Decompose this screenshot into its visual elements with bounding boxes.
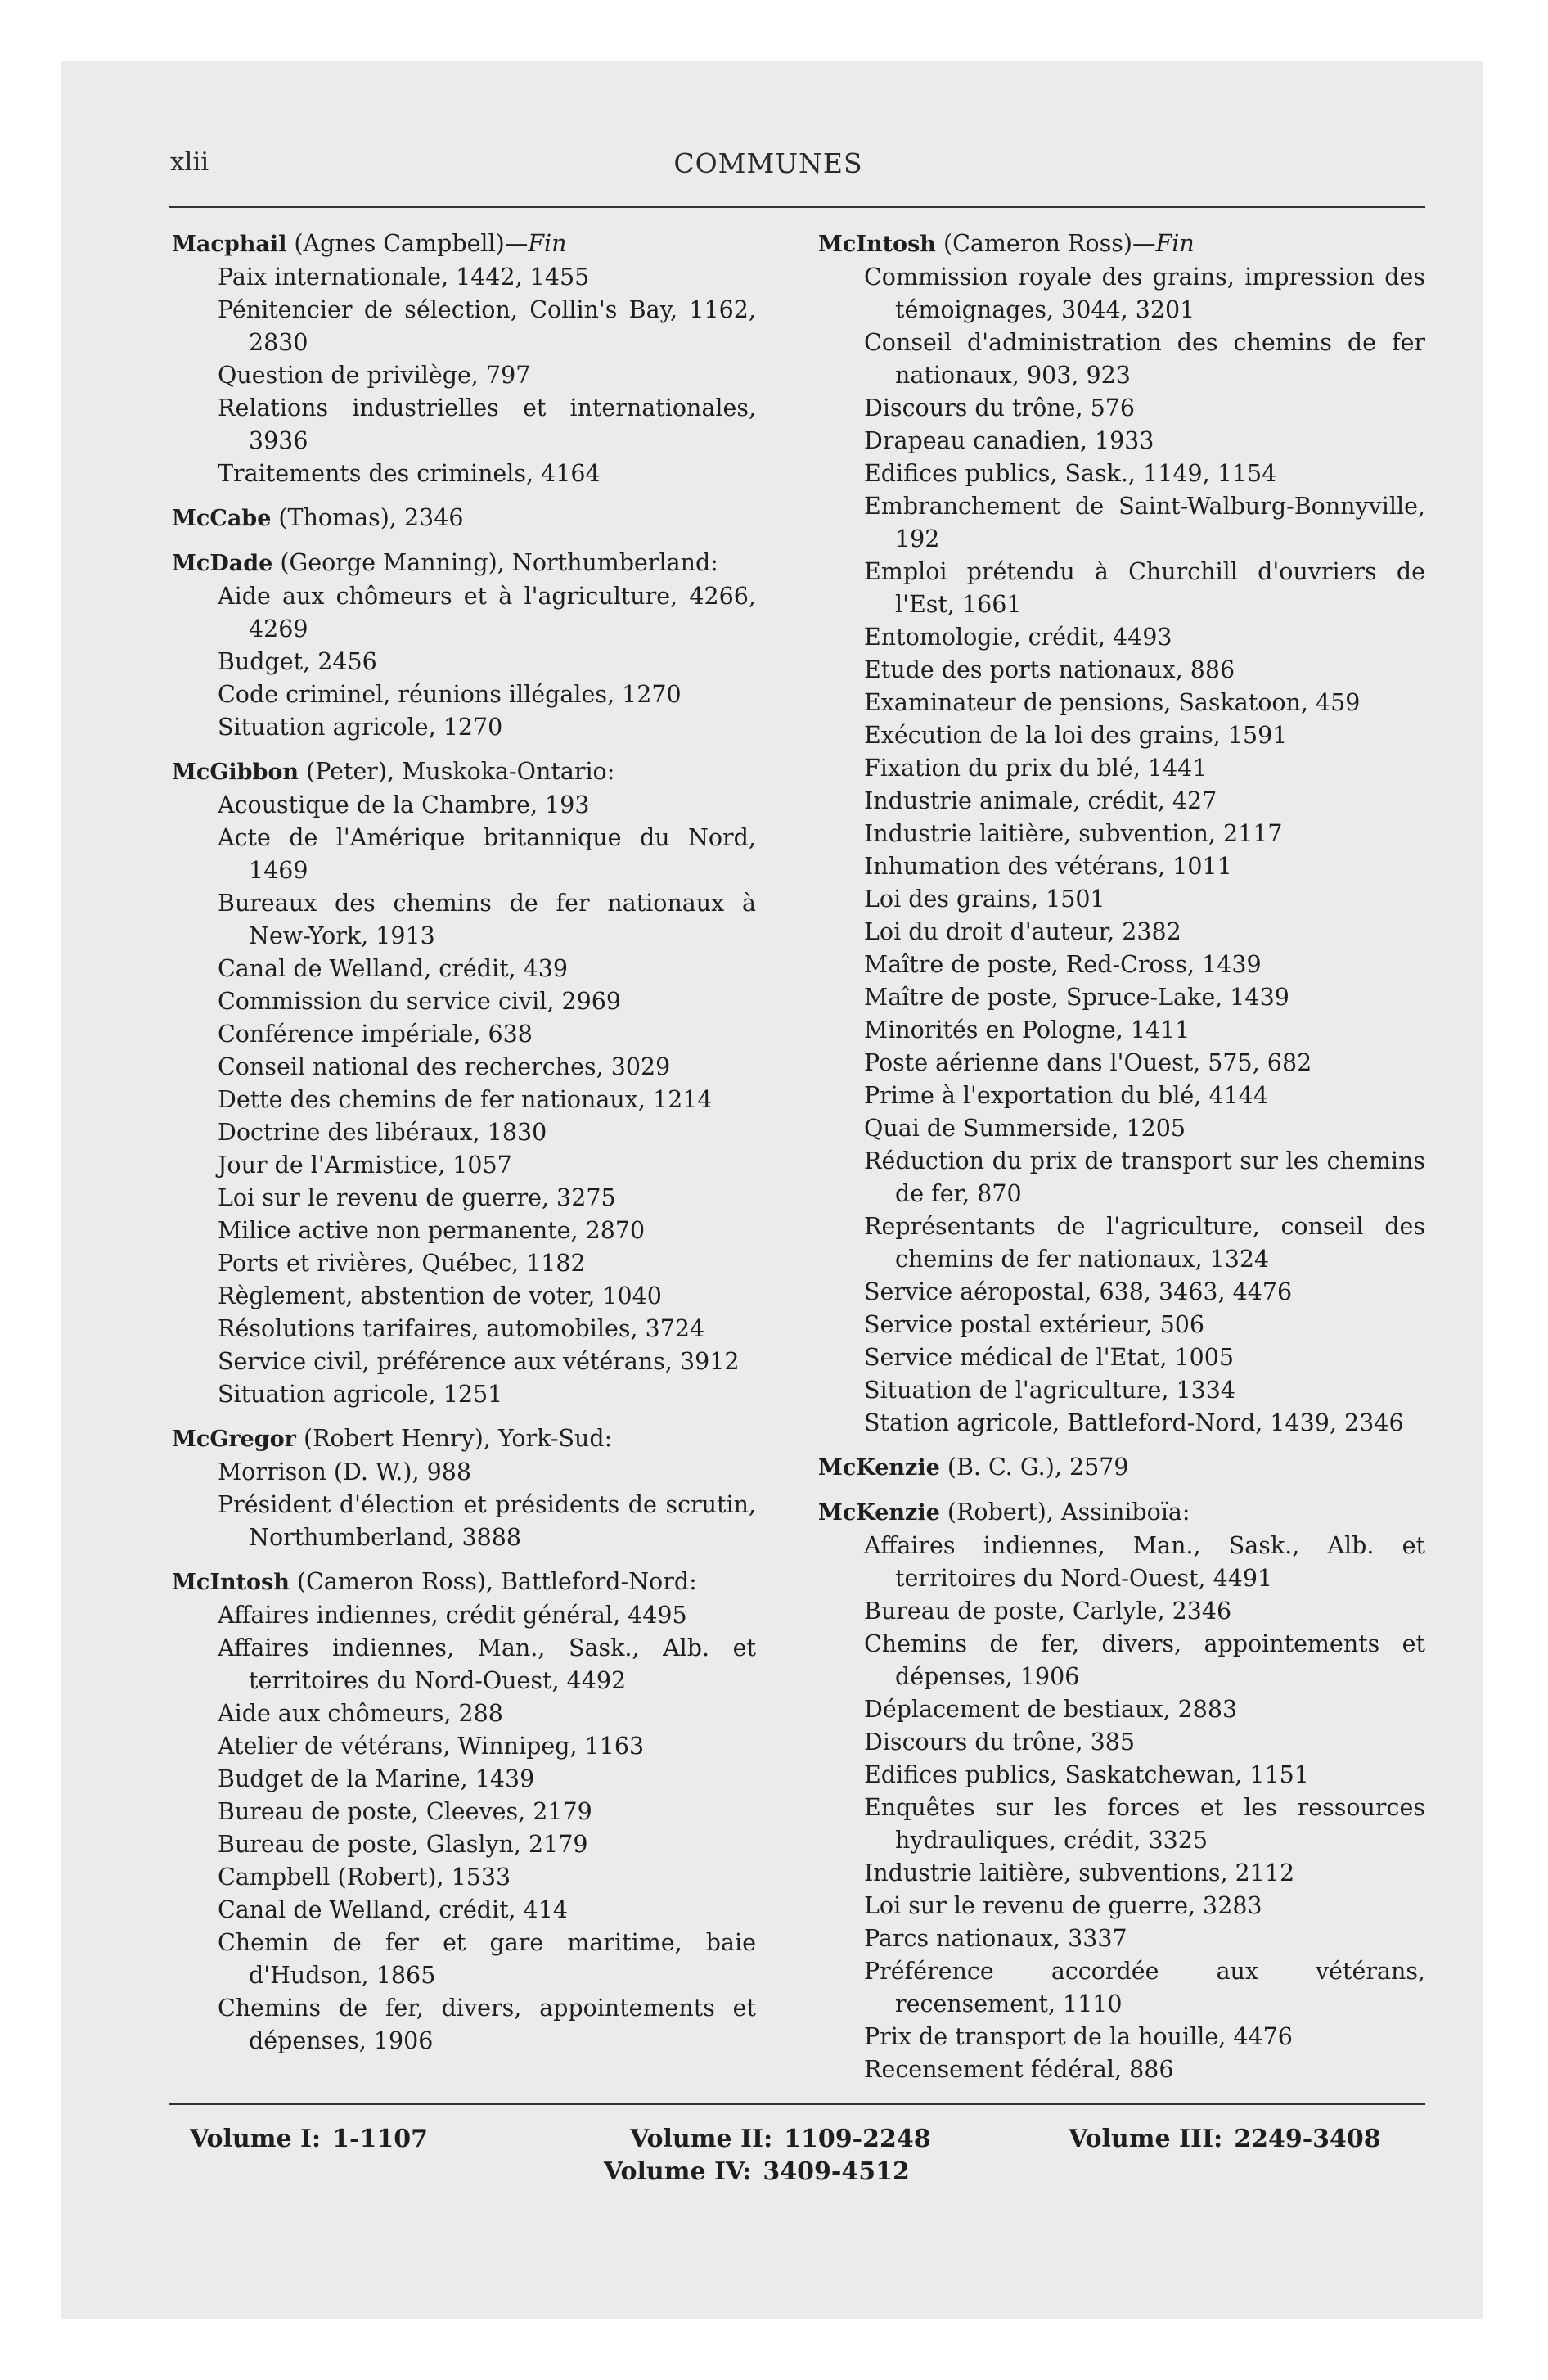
index-subentry: Entomologie, crédit, 4493	[864, 624, 1172, 651]
index-subentry: Loi des grains, 1501	[864, 886, 1105, 913]
continuation-note: Fin	[1155, 230, 1195, 257]
volume-label: Volume IV:	[604, 2157, 752, 2186]
index-subentry: Budget, 2456	[218, 648, 377, 675]
index-subentry: Morrison (D. W.), 988	[218, 1458, 471, 1485]
index-subentry: Commission royale des grains, impression des témoignages, 3044, 3201	[864, 264, 1425, 323]
member-surname: Macphail	[172, 232, 287, 257]
index-subentry: Acte de l'Amérique britannique du Nord, 1469	[218, 824, 756, 884]
member-surname: McKenzie	[818, 1455, 940, 1481]
index-subentry: Ports et rivières, Québec, 1182	[218, 1250, 586, 1277]
volume-label: Volume III:	[1069, 2125, 1223, 2153]
index-subentry: Commission du service civil, 2969	[218, 988, 622, 1015]
header-rule	[169, 206, 1425, 208]
volume-4	[604, 2157, 910, 2186]
index-entry	[172, 1422, 758, 1554]
index-subentry: Acoustique de la Chambre, 193	[218, 791, 590, 818]
index-subentry: Bureau de poste, Glaslyn, 2179	[218, 1831, 588, 1858]
entry-heading	[172, 1422, 758, 1456]
index-subentry: Service civil, préférence aux vétérans, 3912	[218, 1348, 740, 1375]
index-entry	[818, 1451, 1427, 1485]
running-title: COMMUNES	[673, 147, 863, 179]
volume-3	[1069, 2125, 1381, 2153]
index-subentry: Bureaux des chemins de fer nationaux à New-York, 1913	[218, 890, 756, 949]
index-entry	[818, 1496, 1427, 2086]
index-subentry: Conférence impériale, 638	[218, 1021, 533, 1048]
volume-range: 2249-3408	[1234, 2125, 1381, 2153]
member-details: (Robert Henry), York-Sud:	[295, 1425, 613, 1452]
member-surname: McIntosh	[172, 1570, 290, 1595]
index-subentry: Industrie laitière, subventions, 2112	[864, 1859, 1295, 1886]
entry-heading	[818, 1496, 1427, 1530]
index-subentry: Situation agricole, 1251	[218, 1381, 503, 1408]
index-subentry: Affaires indiennes, Man., Sask., Alb. et territoires du Nord-Ouest, 4491	[864, 1532, 1425, 1592]
member-surname: McDade	[172, 551, 273, 576]
index-subentry: Affaires indiennes, Man., Sask., Alb. et territoires du Nord-Ouest, 4492	[218, 1634, 756, 1694]
member-details: (Peter), Muskoka-Ontario:	[299, 758, 615, 785]
index-subentry: Président d'élection et présidents de scrutin, Northumberland, 3888	[218, 1491, 756, 1551]
index-subentry: Affaires indiennes, crédit général, 4495	[218, 1602, 687, 1629]
member-details: (Cameron Ross), Battleford-Nord:	[289, 1568, 697, 1595]
index-subentry: Chemins de fer, divers, appointements et dépenses, 1906	[864, 1630, 1425, 1690]
member-surname: McGibbon	[172, 760, 299, 785]
index-subentry: Fixation du prix du blé, 1441	[864, 755, 1208, 782]
index-subentry: Poste aérienne dans l'Ouest, 575, 682	[864, 1049, 1312, 1076]
right-column	[818, 228, 1427, 2094]
member-surname: McKenzie	[818, 1500, 940, 1526]
index-subentry: Service postal extérieur, 506	[864, 1311, 1204, 1338]
index-subentry: Parcs nationaux, 3337	[864, 1925, 1127, 1952]
index-subentry: Loi sur le revenu de guerre, 3275	[218, 1184, 616, 1211]
index-subentry: Loi sur le revenu de guerre, 3283	[864, 1892, 1262, 1919]
entry-heading	[172, 1566, 758, 1599]
index-subentry: Embranchement de Saint-Walburg-Bonnyville, 192	[864, 493, 1425, 552]
member-surname: McCabe	[172, 506, 272, 531]
index-subentry: Edifices publics, Saskatchewan, 1151	[864, 1761, 1309, 1788]
index-subentry: Station agricole, Battleford-Nord, 1439, 2346	[864, 1409, 1404, 1436]
member-surname: McGregor	[172, 1427, 296, 1452]
member-details: (Robert), Assiniboïa:	[939, 1499, 1190, 1526]
volume-range: 1109-2248	[784, 2125, 931, 2153]
left-column	[172, 228, 758, 2066]
volume-1	[190, 2125, 428, 2153]
volume-range: 3409-4512	[763, 2157, 910, 2186]
index-subentry: Préférence accordée aux vétérans, recensement, 1110	[864, 1958, 1425, 2017]
index-subentry: Aide aux chômeurs et à l'agriculture, 4266, 4269	[218, 583, 756, 642]
index-subentry: Examinateur de pensions, Saskatoon, 459	[864, 689, 1361, 716]
index-entry	[172, 755, 758, 1411]
member-details: (Agnes Campbell)—	[286, 230, 529, 257]
continuation-note: Fin	[528, 230, 567, 257]
index-subentry: Prime à l'exportation du blé, 4144	[864, 1082, 1268, 1109]
index-subentry: Campbell (Robert), 1533	[218, 1864, 511, 1891]
index-subentry: Inhumation des vétérans, 1011	[864, 853, 1232, 880]
index-subentry: Maître de poste, Spruce-Lake, 1439	[864, 984, 1289, 1011]
volume-2	[630, 2125, 931, 2153]
index-subentry: Traitements des criminels, 4164	[218, 460, 601, 487]
index-subentry: Bureau de poste, Cleeves, 2179	[218, 1798, 592, 1825]
index-subentry: Doctrine des libéraux, 1830	[218, 1119, 547, 1146]
index-subentry: Dette des chemins de fer nationaux, 1214	[218, 1086, 713, 1113]
entry-heading	[818, 1451, 1427, 1485]
index-subentry: Pénitencier de sélection, Collin's Bay, 1162, 2830	[218, 296, 756, 356]
index-subentry: Bureau de poste, Carlyle, 2346	[864, 1598, 1232, 1625]
index-subentry: Service aéropostal, 638, 3463, 4476	[864, 1278, 1293, 1305]
index-subentry: Canal de Welland, crédit, 439	[218, 955, 569, 982]
index-subentry: Paix internationale, 1442, 1455	[218, 264, 590, 291]
entry-heading	[172, 547, 758, 580]
member-details: (Thomas), 2346	[271, 504, 464, 531]
index-entry	[818, 228, 1427, 1440]
index-subentry: Recensement fédéral, 886	[864, 2056, 1174, 2083]
index-subentry: Réduction du prix de transport sur les chemins de fer, 870	[864, 1147, 1425, 1207]
entry-heading	[818, 228, 1427, 261]
entry-heading	[172, 228, 758, 261]
member-details: (George Manning), Northumberland:	[272, 549, 718, 576]
index-subentry: Canal de Welland, crédit, 414	[218, 1896, 569, 1923]
index-subentry: Aide aux chômeurs, 288	[218, 1700, 503, 1727]
index-subentry: Milice active non permanente, 2870	[218, 1217, 646, 1244]
entry-heading	[172, 755, 758, 789]
index-entry	[172, 228, 758, 490]
index-subentry: Discours du trône, 576	[864, 394, 1136, 421]
index-subentry: Résolutions tarifaires, automobiles, 3724	[218, 1315, 705, 1342]
index-subentry: Minorités en Pologne, 1411	[864, 1016, 1190, 1044]
member-details: (B. C. G.), 2579	[939, 1454, 1129, 1481]
footer-rule	[169, 2103, 1425, 2105]
page-header	[111, 147, 1425, 187]
index-subentry: Relations industrielles et internationales, 3936	[218, 394, 756, 454]
entry-heading	[172, 502, 758, 535]
index-subentry: Déplacement de bestiaux, 2883	[864, 1696, 1238, 1723]
index-subentry: Service médical de l'Etat, 1005	[864, 1344, 1234, 1371]
index-subentry: Code criminel, réunions illégales, 1270	[218, 681, 682, 708]
index-subentry: Industrie animale, crédit, 427	[864, 787, 1217, 814]
index-subentry: Conseil d'administration des chemins de fer nationaux, 903, 923	[864, 329, 1425, 389]
index-subentry: Industrie laitière, subvention, 2117	[864, 820, 1283, 847]
index-subentry: Quai de Summerside, 1205	[864, 1115, 1186, 1142]
index-subentry: Atelier de vétérans, Winnipeg, 1163	[218, 1733, 645, 1760]
index-subentry: Enquêtes sur les forces et les ressources hydrauliques, crédit, 3325	[864, 1794, 1425, 1854]
index-subentry: Emploi prétendu à Churchill d'ouvriers de l'Est, 1661	[864, 558, 1425, 618]
index-subentry: Situation agricole, 1270	[218, 714, 503, 741]
index-subentry: Maître de poste, Red-Cross, 1439	[864, 951, 1262, 978]
index-subentry: Drapeau canadien, 1933	[864, 427, 1154, 454]
index-subentry: Loi du droit d'auteur, 2382	[864, 918, 1181, 945]
index-subentry: Jour de l'Armistice, 1057	[218, 1152, 512, 1179]
index-subentry: Représentants de l'agriculture, conseil des chemins de fer nationaux, 1324	[864, 1213, 1425, 1273]
index-entry	[172, 502, 758, 535]
index-subentry: Edifices publics, Sask., 1149, 1154	[864, 460, 1277, 487]
index-subentry: Conseil national des recherches, 3029	[218, 1053, 671, 1080]
volume-label: Volume I:	[190, 2125, 322, 2153]
index-subentry: Chemins de fer, divers, appointements et dépenses, 1906	[218, 1995, 756, 2054]
index-subentry: Situation de l'agriculture, 1334	[864, 1377, 1236, 1404]
index-subentry: Budget de la Marine, 1439	[218, 1765, 535, 1792]
member-surname: McIntosh	[818, 232, 936, 257]
index-subentry: Chemin de fer et gare maritime, baie d'Hudson, 1865	[218, 1929, 756, 1989]
index-subentry: Règlement, abstention de voter, 1040	[218, 1282, 662, 1309]
volume-label: Volume II:	[630, 2125, 773, 2153]
index-entry	[172, 1566, 758, 2058]
member-details: (Cameron Ross)—	[935, 230, 1156, 257]
index-entry	[172, 547, 758, 744]
page-number: xlii	[170, 147, 209, 177]
index-subentry: Discours du trône, 385	[864, 1729, 1136, 1756]
index-subentry: Etude des ports nationaux, 886	[864, 656, 1235, 683]
index-subentry: Prix de transport de la houille, 4476	[864, 2023, 1293, 2050]
index-subentry: Question de privilège, 797	[218, 362, 531, 389]
index-subentry: Exécution de la loi des grains, 1591	[864, 722, 1288, 749]
volume-range: 1-1107	[332, 2125, 428, 2153]
